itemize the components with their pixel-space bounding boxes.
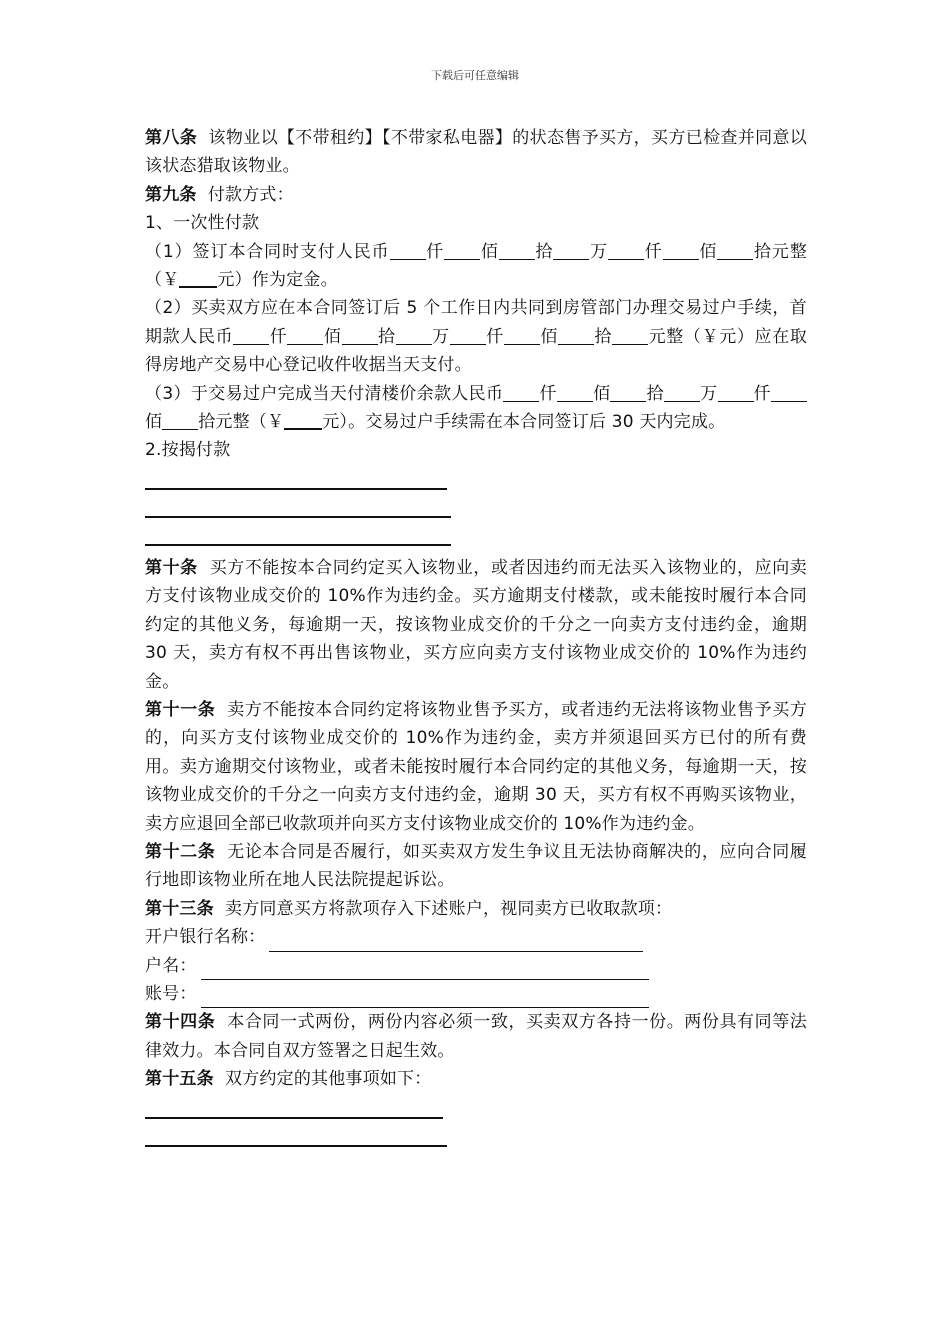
- article-10: [145, 554, 807, 696]
- blank-field[interactable]: [771, 383, 807, 402]
- article-12: [145, 838, 807, 895]
- other-terms-blank-lines: [145, 1094, 807, 1155]
- blank-field[interactable]: [390, 241, 426, 260]
- blank-line[interactable]: [145, 1117, 443, 1119]
- article-8-heading: 第八条: [145, 128, 198, 148]
- article-9: [145, 181, 807, 209]
- article-8-text: 该物业以【不带租约】【不带家私电器】的状态售予买方，买方已检查并同意以该状态猎取该物业。: [145, 128, 807, 177]
- payment-clause-1: （1）签订本合同时支付人民币 仟 佰 拾 万 仟 佰 拾元整（￥ 元）作为定金。: [145, 241, 808, 291]
- article-12-text: 无论本合同是否履行，如买卖双方发生争议且无法协商解决的，应向合同履行地即该物业所在地人民法院提起诉讼。: [145, 841, 807, 891]
- blank-field[interactable]: [663, 241, 699, 260]
- blank-field[interactable]: [718, 383, 754, 402]
- page-header: 下载后可任意编辑: [431, 69, 519, 82]
- blank-field[interactable]: [608, 241, 644, 260]
- article-15-heading: 第十五条: [145, 1069, 214, 1090]
- blank-line[interactable]: [145, 544, 451, 546]
- bank-name-row: [145, 923, 807, 951]
- article-13-text: 卖方同意买方将款项存入下述账户，视同卖方已收取款项：: [225, 898, 673, 919]
- article-12-heading: 第十二条: [145, 841, 216, 862]
- article-9-heading: 第九条: [145, 184, 197, 205]
- article-10-text: 买方不能按本合同约定买入该物业，或者因违约而无法买入该物业的，应向卖方支付该物业成交价的 10%作为违约金。买方逾期支付楼款，或未能按时履行本合同约定的其他义务，每逾期一天，按该物业成交价的千分之一向卖方支付违约金，逾期 30 天，卖方有权不再出售该物业，买方应向卖方支付该物业成交价的 10%作为违约金。: [145, 557, 807, 692]
- payment-clause-2: （2）买卖双方应在本合同签订后 5 个工作日内共同到房管部门办理交易过户手续，首期款人民币 仟 佰 拾 万 仟 佰 拾 元整（￥元）应在取得房地产交易中心登记收件收据当天支付。: [145, 298, 808, 376]
- bank-name-field[interactable]: [269, 931, 643, 952]
- blank-field[interactable]: [610, 383, 646, 402]
- article-10-heading: 第十条: [145, 557, 198, 578]
- article-13: [145, 895, 807, 923]
- article-14: [145, 1008, 807, 1065]
- blank-field[interactable]: [162, 411, 198, 430]
- article-11: [145, 696, 807, 838]
- mortgage-blank-lines: [145, 465, 807, 554]
- article-15: [145, 1065, 807, 1093]
- article-14-heading: 第十四条: [145, 1012, 216, 1033]
- article-11-text: 卖方不能按本合同约定将该物业售予买方，或者违约无法将该物业售予买方的，向买方支付该物业成交价的 10%作为违约金，卖方并须退回买方已付的所有费用。卖方逾期交付该物业，或者未能按时履行本合同约定的其他义务，每逾期一天，按该物业成交价的千分之一向卖方支付违约金，逾期 30 天，买方有权不再购买该物业，卖方应退回全部已收款项并向买方支付该物业成交价的 10%作为违约金。: [145, 699, 807, 834]
- bank-name-label: 开户银行名称：: [145, 927, 266, 948]
- article-13-heading: 第十三条: [145, 898, 214, 919]
- article-8: [145, 124, 807, 181]
- blank-field[interactable]: [664, 383, 700, 402]
- blank-line[interactable]: [145, 1145, 447, 1147]
- blank-field[interactable]: [557, 383, 593, 402]
- account-number-row: [145, 980, 807, 1008]
- article-9-text: 付款方式：: [207, 184, 294, 205]
- payment-option-1: 1、一次性付款: [145, 213, 260, 234]
- blank-field[interactable]: [450, 326, 486, 345]
- blank-field[interactable]: [233, 326, 269, 345]
- payment-option-2: 2.按揭付款: [145, 440, 231, 461]
- account-name-label: 户名：: [145, 955, 197, 976]
- blank-line[interactable]: [145, 516, 451, 518]
- blank-field[interactable]: [503, 383, 539, 402]
- article-15-text: 双方约定的其他事项如下：: [225, 1069, 432, 1090]
- blank-field[interactable]: [287, 326, 323, 345]
- blank-field[interactable]: [499, 241, 535, 260]
- account-name-field[interactable]: [201, 959, 649, 980]
- blank-field[interactable]: [717, 241, 753, 260]
- blank-field[interactable]: [396, 326, 432, 345]
- account-name-row: [145, 952, 807, 980]
- blank-field[interactable]: [612, 326, 648, 345]
- blank-field[interactable]: [553, 241, 589, 260]
- amount-blank[interactable]: [179, 268, 217, 288]
- blank-field[interactable]: [504, 326, 540, 345]
- article-14-text: 本合同一式两份，两份内容必须一致，买卖双方各持一份。两份具有同等法律效力。本合同自双方签署之日起生效。: [145, 1012, 807, 1061]
- blank-field[interactable]: [342, 326, 378, 345]
- blank-field[interactable]: [444, 241, 480, 260]
- account-number-label: 账号：: [145, 983, 197, 1004]
- blank-field[interactable]: [558, 326, 594, 345]
- payment-clause-3: （3）于交易过户完成当天付清楼价余款人民币 仟 佰 拾 万 仟佰 拾元整（￥ 元）。交易过户手续需在本合同签订后 30 天内完成。: [145, 380, 807, 437]
- article-11-heading: 第十一条: [145, 699, 216, 720]
- amount-blank[interactable]: [284, 410, 322, 430]
- account-number-field[interactable]: [201, 987, 649, 1008]
- blank-line[interactable]: [145, 488, 447, 490]
- contract-body: [145, 124, 807, 1155]
